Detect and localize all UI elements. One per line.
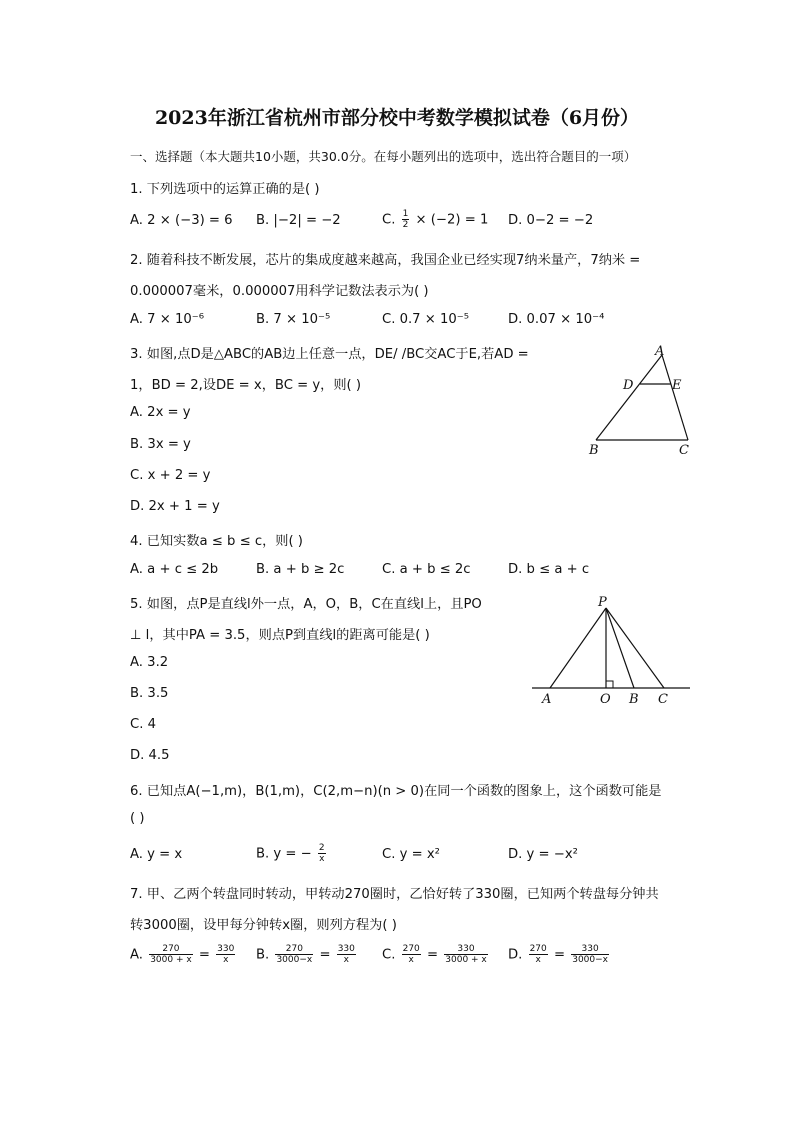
q1-option-c-num: 1: [402, 209, 409, 219]
q7-b-n2: 330: [337, 944, 355, 954]
q1-option-c-den: 2: [402, 220, 409, 230]
q5-stem-line1: 5. 如图，点P是直线l外一点，A，O，B，C在直线l上，且PO: [130, 597, 482, 612]
q2-option-a: A. 7 × 10⁻⁶: [130, 312, 205, 327]
q7-c-n1: 270: [402, 944, 420, 954]
q5-option-b: B. 3.5: [130, 686, 169, 701]
q7-option-a-frac2: [216, 944, 235, 965]
q6-option-b-den: x: [319, 854, 325, 864]
q7-b-d2: x: [343, 955, 349, 965]
q7-stem-line1: 7. 甲、乙两个转盘同时转动，甲转动270圈时，乙恰好转了330圈，已知两个转盘每分钟共: [130, 887, 659, 902]
q2-option-c: C. 0.7 × 10⁻⁵: [382, 312, 470, 327]
q7-option-d-frac2: [571, 944, 609, 965]
q4-stem: 4. 已知实数a ≤ b ≤ c，则( ): [130, 534, 303, 549]
q7-a-d1: 3000 + x: [150, 955, 192, 965]
q3-option-d: D. 2x + 1 = y: [130, 499, 220, 514]
q1-option-a: A. 2 × (−3) = 6: [130, 213, 233, 228]
q7-d-d1: x: [535, 955, 541, 965]
q7-d-n2: 330: [571, 944, 609, 955]
q4-option-b: B. a + b ≥ 2c: [256, 562, 345, 577]
q5-right-angle-mark: [606, 681, 613, 688]
q7-a-n2: 330: [217, 944, 235, 954]
q5-label-p: P: [598, 595, 607, 610]
q6-option-b: [256, 843, 328, 864]
q7-option-a-eq: =: [198, 947, 210, 963]
q5-label-a: A: [542, 692, 552, 707]
q3-label-a: A: [655, 344, 665, 359]
q5-label-b: B: [629, 692, 639, 707]
q7-d-n1: 270: [529, 944, 547, 954]
q1-option-d: D. 0−2 = −2: [508, 213, 594, 228]
q1-option-c-label: C.: [382, 212, 396, 228]
q4-option-a: A. a + c ≤ 2b: [130, 562, 219, 577]
q7-d-d2: 3000−x: [572, 955, 608, 965]
q7-stem-line2: 转3000圈，设甲每分钟转x圈，则列方程为( ): [130, 918, 397, 933]
q5-option-c: C. 4: [130, 717, 156, 732]
q5-segment-pc: [606, 608, 664, 688]
q7-c-n2: 330: [444, 944, 488, 955]
q7-b-n1: 270: [275, 944, 313, 955]
q7-option-c-frac2: [444, 944, 488, 965]
q7-c-d2: 3000 + x: [445, 955, 487, 965]
q6-option-d: D. y = −x²: [508, 847, 578, 862]
q6-stem-line2: ( ): [130, 811, 145, 826]
q5-option-d: D. 4.5: [130, 748, 170, 763]
q7-b-d1: 3000−x: [276, 955, 313, 965]
q3-label-b: B: [589, 443, 599, 458]
page-title: 2023年浙江省杭州市部分校中考数学模拟试卷（6月份）: [154, 107, 640, 129]
q6-option-b-num: 2: [318, 843, 325, 853]
q5-segment-pa: [550, 608, 606, 688]
q7-option-d-label: D.: [508, 947, 523, 963]
q7-option-c: [382, 944, 490, 965]
q3-label-d: D: [623, 378, 634, 393]
q5-label-o: O: [600, 692, 611, 707]
q3-side-ab: [596, 355, 662, 440]
q6-option-a: A. y = x: [130, 847, 183, 862]
q7-a-n1: 270: [149, 944, 193, 955]
q3-label-e: E: [672, 378, 682, 393]
q7-option-b-label: B.: [256, 947, 270, 963]
q2-option-b: B. 7 × 10⁻⁵: [256, 312, 331, 327]
q1-option-b: B. |−2| = −2: [256, 213, 341, 228]
q1-option-c-rest: × (−2) = 1: [415, 212, 489, 228]
q7-option-c-eq: =: [427, 947, 439, 963]
q7-a-d2: x: [223, 955, 229, 965]
q3-triangle-figure: [580, 340, 700, 460]
q4-option-d: D. b ≤ a + c: [508, 562, 590, 577]
q2-stem-line1: 2. 随着科技不断发展，芯片的集成度越来越高，我国企业已经实现7纳米量产，7纳米 =: [130, 253, 641, 268]
q7-option-b-eq: =: [319, 947, 331, 963]
q3-option-c: C. x + 2 = y: [130, 468, 211, 483]
q5-label-c: C: [658, 692, 668, 707]
q3-stem-line1: 3. 如图,点D是△ABC的AB边上任意一点，DE/ /BC交AC于E,若AD =: [130, 347, 529, 362]
q3-option-a: A. 2x = y: [130, 405, 191, 420]
q6-stem-line1: 6. 已知点A(−1,m)，B(1,m)，C(2,m−n)(n > 0)在同一个函数的图象上，这个函数可能是: [130, 784, 662, 799]
q7-option-b-frac2: [337, 944, 356, 965]
q3-side-ac: [662, 355, 688, 440]
q7-option-b-frac1: [275, 944, 313, 965]
q2-stem-line2: 0.000007毫米，0.000007用科学记数法表示为( ): [130, 284, 429, 299]
q1-option-c: [382, 209, 488, 230]
q3-option-b: B. 3x = y: [130, 437, 191, 452]
q6-option-b-fraction: [318, 843, 326, 864]
q4-option-c: C. a + b ≤ 2c: [382, 562, 471, 577]
q7-option-a-frac1: [149, 944, 193, 965]
q6-option-c: C. y = x²: [382, 847, 440, 862]
q7-c-d1: x: [408, 955, 414, 965]
q3-label-c: C: [679, 443, 689, 458]
q5-option-a: A. 3.2: [130, 655, 169, 670]
section-heading: 一、选择题（本大题共10小题，共30.0分。在每小题列出的选项中，选出符合题目的一项）: [130, 149, 637, 164]
q7-option-a-label: A.: [130, 947, 143, 963]
q7-option-d: [508, 944, 611, 965]
q2-option-d: D. 0.07 × 10⁻⁴: [508, 312, 605, 327]
q5-line-figure: [528, 592, 694, 710]
q5-segment-pb: [606, 608, 634, 688]
q7-option-b: [256, 944, 358, 965]
q7-option-c-frac1: [402, 944, 421, 965]
q7-option-c-label: C.: [382, 947, 396, 963]
q5-stem-line2: ⊥ l，其中PA = 3.5，则点P到直线l的距离可能是( ): [130, 628, 430, 643]
q1-option-c-fraction: [402, 209, 410, 230]
q7-option-d-frac1: [529, 944, 548, 965]
q7-option-d-eq: =: [553, 947, 566, 963]
q1-stem: 1. 下列选项中的运算正确的是( ): [130, 182, 320, 197]
q6-option-b-label: B. y = −: [256, 846, 312, 862]
q7-option-a: [130, 944, 237, 965]
q3-stem-line2: 1，BD = 2,设DE = x，BC = y，则( ): [130, 378, 362, 393]
